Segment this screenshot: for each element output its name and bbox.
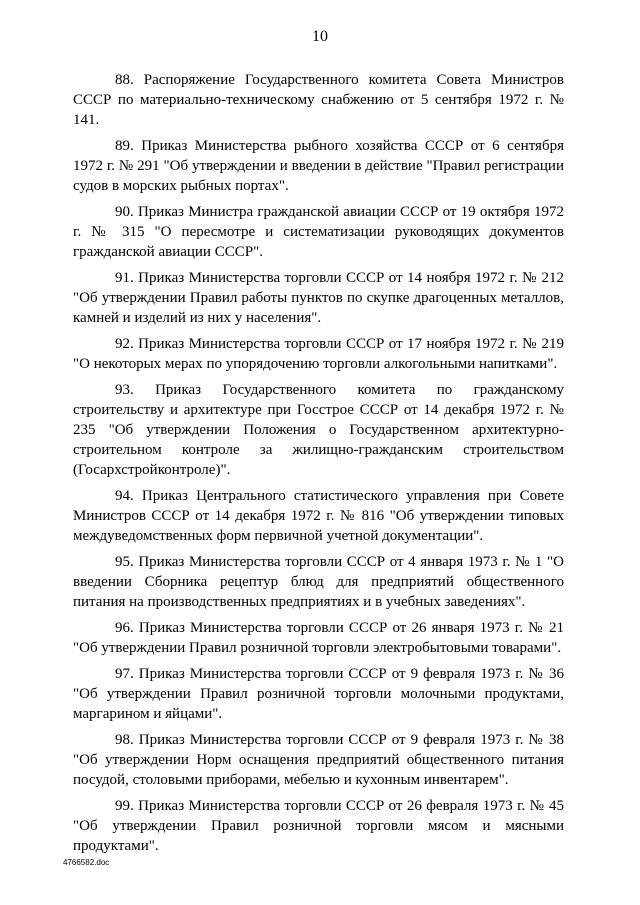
file-name-footer: 4766582.doc: [63, 858, 110, 867]
list-item-88: 88. Распоряжение Государственного комитета Совета Министров СССР по материально-техническому снабжению от 5 сентября 1972 г. № 141.: [73, 72, 564, 128]
list-item-93: 93. Приказ Государственного комитета по гражданскому строительству и архитектуре при Госстрое СССР от 14 декабря 1972 г. № 235 "Об утверждении Положения о Государственном архитектурно-строительном контроле за жилищно-гражданским строительством (Госархстройконтроле)".: [73, 382, 564, 478]
list-item-92: 92. Приказ Министерства торговли СССР от 17 ноября 1972 г. № 219 "О некоторых мерах по упорядочению торговли алкогольными напитками".: [73, 336, 564, 372]
list-item-90: 90. Приказ Министра гражданской авиации СССР от 19 октября 1972 г. № 315 "О пересмотре и систематизации руководящих документов гражданской авиации СССР".: [73, 204, 564, 260]
list-item-89: 89. Приказ Министерства рыбного хозяйства СССР от 6 сентября 1972 г. № 291 "Об утверждении и введении в действие "Правил регистрации судов в морских рыбных портах".: [73, 138, 564, 194]
list-item-98: 98. Приказ Министерства торговли СССР от 9 февраля 1973 г. № 38 "Об утверждении Норм оснащения предприятий общественного питания посудой, столовыми приборами, мебелью и кухонным инвентарем".: [73, 732, 564, 788]
list-item-94: 94. Приказ Центрального статистического управления при Совете Министров СССР от 14 декабря 1972 г. № 816 "Об утверждении типовых междуведомственных форм первичной учетной документации".: [73, 488, 564, 544]
list-item-91: 91. Приказ Министерства торговли СССР от 14 ноября 1972 г. № 212 "Об утверждении Правил работы пунктов по скупке драгоценных металлов, камней и изделий из них у населения".: [73, 270, 564, 326]
document-body: [73, 70, 564, 862]
list-item-97: 97. Приказ Министерства торговли СССР от 9 февраля 1973 г. № 36 "Об утверждении Правил розничной торговли молочными продуктами, маргарином и яйцами".: [73, 666, 564, 722]
list-item-99: 99. Приказ Министерства торговли СССР от 26 февраля 1973 г. № 45 "Об утверждении Правил розничной торговли мясом и мясными продуктами".: [73, 798, 564, 854]
list-item-96: 96. Приказ Министерства торговли СССР от 26 января 1973 г. № 21 "Об утверждении Правил розничной торговли электробытовыми товарами".: [73, 620, 564, 656]
page-number: 10: [312, 28, 328, 45]
list-item-95: 95. Приказ Министерства торговли СССР от 4 января 1973 г. № 1 "О введении Сборника рецептур блюд для предприятий общественного питания на производственных предприятиях и в учебных заведениях".: [73, 554, 564, 610]
